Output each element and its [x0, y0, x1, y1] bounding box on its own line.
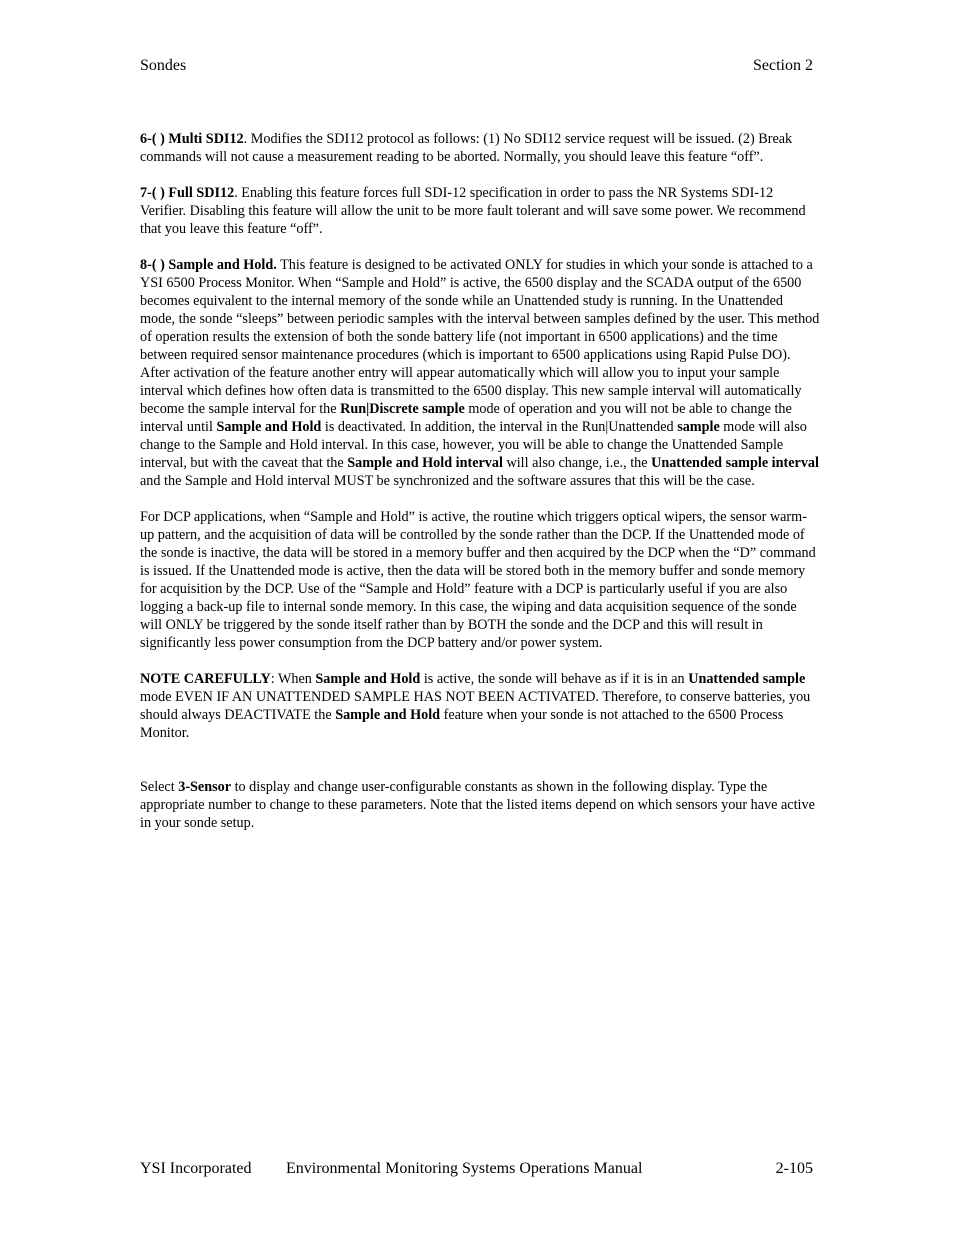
footer-page-number: 2-105: [775, 1160, 813, 1177]
select-sensor-bold: 3-Sensor: [178, 779, 232, 795]
select-sensor-text-2: to display and change user-configurable constants as shown in the following display. Type the appropriate number to change to these parameters. Note that the listed items depend on which sensors your have active in your sonde setup.: [140, 779, 815, 831]
footer-company: YSI Incorporated: [140, 1160, 252, 1177]
sample-and-hold-bold-4: Sample and Hold interval: [347, 455, 503, 471]
full-sdi12-label: 7-( ) Full SDI12: [140, 185, 235, 201]
note-bold-1: Sample and Hold: [315, 671, 421, 687]
note-text-4: feature when your sonde is not attached to the 6500 Process Monitor.: [140, 707, 784, 741]
sample-and-hold-text-6: and the Sample and Hold interval MUST be synchronized and the software assures that this will be the case.: [140, 473, 755, 489]
note-text-2: is active, the sonde will behave as if it is in an: [420, 671, 689, 687]
note-text-1: : When: [270, 671, 316, 687]
sample-and-hold-text-5: will also change, i.e., the: [502, 455, 652, 471]
select-sensor-text-1: Select: [140, 779, 179, 795]
paragraph-sample-and-hold: [140, 256, 820, 490]
document-body: [140, 130, 820, 850]
multi-sdi12-label: 6-( ) Multi SDI12: [140, 131, 244, 147]
note-bold-3: Sample and Hold: [335, 707, 441, 723]
dcp-applications-text: For DCP applications, when “Sample and Hold” is active, the routine which triggers optical wipers, the sensor warm-up pattern, and the acquisition of data will be controlled by the sonde rather than the DCP. If the Unattended mode of the sonde is inactive, the data will be stored in a memory buffer and then acquired by the DCP when the “D” command is issued. If the Unattended mode is active, then the data will be stored both in the memory buffer and sonde memory for acquisition by the DCP. Use of the “Sample and Hold” feature with a DCP is particularly useful if you are also logging a back-up file to internal sonde memory. In this case, the wiping and data acquisition sequence of the sonde will ONLY be triggered by the sonde itself rather than by BOTH the sonde and the DCP and this will result in significantly less power consumption from the DCP battery and/or power system.: [140, 509, 816, 651]
sample-and-hold-text-1: This feature is designed to be activated ONLY for studies in which your sonde is attached to a YSI 6500 Process Monitor. When “Sample and Hold” is active, the 6500 display and the SCADA output of the 6500 becomes equivalent to the internal memory of the sonde while an Unattended study is running. In the Unattended mode, the sonde “sleeps” between periodic samples with the interval between samples defined by the user. This method of operation results the extension of both the sonde battery life (not important in 6500 applications) and the time between required sensor maintenance procedures (which is important to 6500 applications using Rapid Pulse DO). After activation of the feature another entry will appear automatically which will allow you to input your sample interval which defines how often data is transmitted to the 6500 display. This new sample interval will automatically become the sample interval for the: [140, 257, 820, 417]
sample-and-hold-bold-3: sample: [677, 419, 720, 435]
sample-and-hold-label: 8-( ) Sample and Hold.: [140, 257, 277, 273]
sample-and-hold-bold-2: Sample and Hold: [216, 419, 322, 435]
note-text-3: mode EVEN IF AN UNATTENDED SAMPLE HAS NOT BEEN ACTIVATED. Therefore, to conserve batteries, you should always DEACTIVATE the: [140, 689, 811, 723]
sample-and-hold-bold-5: Unattended sample interval: [651, 455, 819, 471]
footer-title: Environmental Monitoring Systems Operations Manual: [286, 1160, 643, 1177]
sample-and-hold-text-2: mode of operation and you will not be able to change the interval until: [140, 401, 792, 435]
full-sdi12-text: . Enabling this feature forces full SDI-12 specification in order to pass the NR Systems SDI-12 Verifier. Disabling this feature will allow the unit to be more fault tolerant and will save some power. We recommend that you leave this feature “off”.: [140, 185, 806, 237]
paragraph-multi-sdi12: [140, 130, 820, 166]
header-left: Sondes: [140, 57, 187, 74]
note-bold-2: Unattended sample: [688, 671, 806, 687]
paragraph-dcp-applications: [140, 508, 820, 652]
sample-and-hold-text-3: is deactivated. In addition, the interval in the Run|Unattended: [321, 419, 678, 435]
paragraph-full-sdi12: [140, 184, 820, 238]
note-carefully-label: NOTE CAREFULLY: [140, 671, 271, 687]
sample-and-hold-bold-1: Run|Discrete sample: [340, 401, 465, 417]
sample-and-hold-text-4: mode will also change to the Sample and Hold interval. In this case, however, you will be able to change the Unattended Sample interval, but with the caveat that the: [140, 419, 807, 471]
paragraph-select-sensor: [140, 778, 820, 832]
header-right: Section 2: [753, 57, 813, 74]
paragraph-note-carefully: [140, 670, 820, 742]
multi-sdi12-text: . Modifies the SDI12 protocol as follows: (1) No SDI12 service request will be issued. (2) Break commands will not cause a measurement reading to be aborted. Normally, you should leave this feature “off”.: [140, 131, 793, 165]
